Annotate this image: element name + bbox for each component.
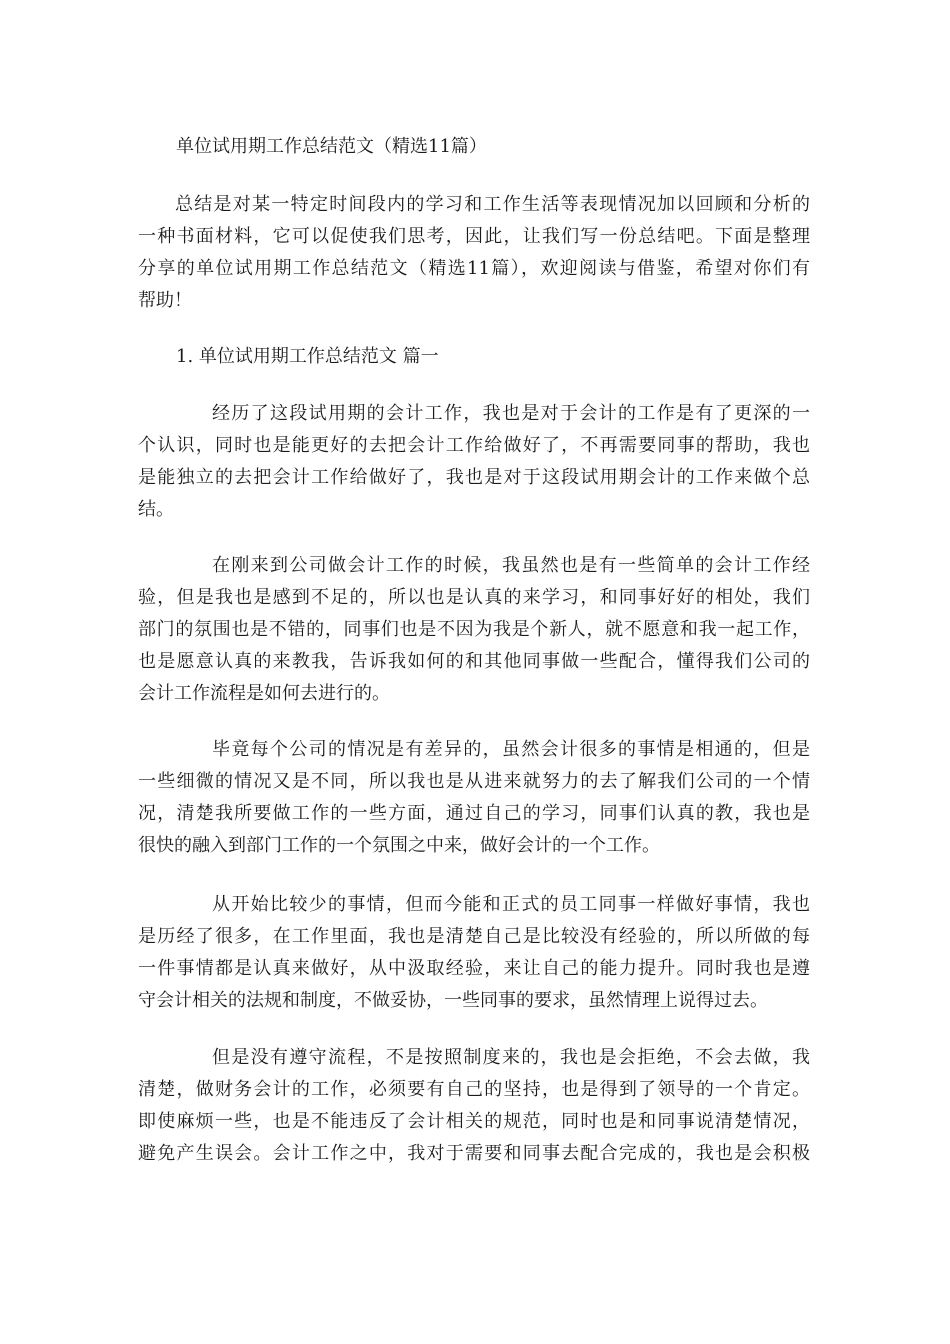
paragraph-line: 即使麻烦一些，也是不能违反了会计相关的规范，同时也是和同事说清楚情况， xyxy=(138,1111,810,1132)
intro-line: 帮助！ xyxy=(138,290,192,311)
section-heading: 1. 单位试用期工作总结范文 篇一 xyxy=(176,346,439,367)
paragraph-line: 清楚，做财务会计的工作，必须要有自己的坚持，也是得到了领导的一个肯定。 xyxy=(138,1079,810,1100)
paragraph-line: 也是愿意认真的来教我，告诉我如何的和其他同事做一些配合，懂得我们公司的 xyxy=(138,651,810,672)
paragraph-line: 一些细微的情况又是不同，所以我也是从进来就努力的去了解我们公司的一个情 xyxy=(138,771,810,792)
paragraph-line: 经历了这段试用期的会计工作，我也是对于会计的工作是有了更深的一 xyxy=(212,403,810,424)
paragraph-line: 守会计相关的法规和制度，不做妥协，一些同事的要求，虽然情理上说得过去。 xyxy=(138,990,768,1011)
paragraph-line: 部门的氛围也是不错的，同事们也是不因为我是个新人，就不愿意和我一起工作， xyxy=(138,619,810,640)
intro-paragraph xyxy=(138,189,810,317)
paragraph-line: 毕竟每个公司的情况是有差异的，虽然会计很多的事情是相通的，但是 xyxy=(212,739,810,760)
document-title: 单位试用期工作总结范文（精选11篇） xyxy=(176,136,487,157)
paragraph-line: 避免产生误会。会计工作之中，我对于需要和同事去配合完成的，我也是会积极 xyxy=(138,1143,810,1164)
paragraph-line: 况，清楚我所要做工作的一些方面，通过自己的学习，同事们认真的教，我也是 xyxy=(138,803,810,824)
paragraph-line: 是能独立的去把会计工作给做好了，我也是对于这段试用期会计的工作来做个总 xyxy=(138,467,810,488)
paragraph-line: 从开始比较少的事情，但而今能和正式的员工同事一样做好事情，我也 xyxy=(212,894,810,915)
paragraph-line: 结。 xyxy=(138,499,174,520)
paragraph-line: 在刚来到公司做会计工作的时候，我虽然也是有一些简单的会计工作经 xyxy=(212,555,810,576)
paragraph-line: 是历经了很多，在工作里面，我也是清楚自己是比较没有经验的，所以所做的每 xyxy=(138,926,810,947)
body-paragraph-4 xyxy=(138,889,810,1017)
paragraph-line: 个认识，同时也是能更好的去把会计工作给做好了，不再需要同事的帮助，我也 xyxy=(138,435,810,456)
body-paragraph-2 xyxy=(138,550,810,710)
intro-line: 总结是对某一特定时间段内的学习和工作生活等表现情况加以回顾和分析的 xyxy=(175,194,810,215)
body-paragraph-1 xyxy=(138,398,810,526)
intro-line: 一种书面材料，它可以促使我们思考，因此，让我们写一份总结吧。下面是整理 xyxy=(138,226,810,247)
intro-line: 分享的单位试用期工作总结范文（精选11篇），欢迎阅读与借鉴，希望对你们有 xyxy=(138,258,810,279)
paragraph-line: 很快的融入到部门工作的一个氛围之中来，做好会计的一个工作。 xyxy=(138,835,660,856)
paragraph-line: 会计工作流程是如何去进行的。 xyxy=(138,683,390,704)
body-paragraph-5 xyxy=(138,1042,810,1170)
paragraph-line: 但是没有遵守流程，不是按照制度来的，我也是会拒绝，不会去做，我 xyxy=(212,1047,810,1068)
paragraph-line: 验，但是我也是感到不足的，所以也是认真的来学习，和同事好好的相处，我们 xyxy=(138,587,810,608)
body-paragraph-3 xyxy=(138,734,810,862)
paragraph-line: 一件事情都是认真来做好，从中汲取经验，来让自己的能力提升。同时我也是遵 xyxy=(138,958,810,979)
